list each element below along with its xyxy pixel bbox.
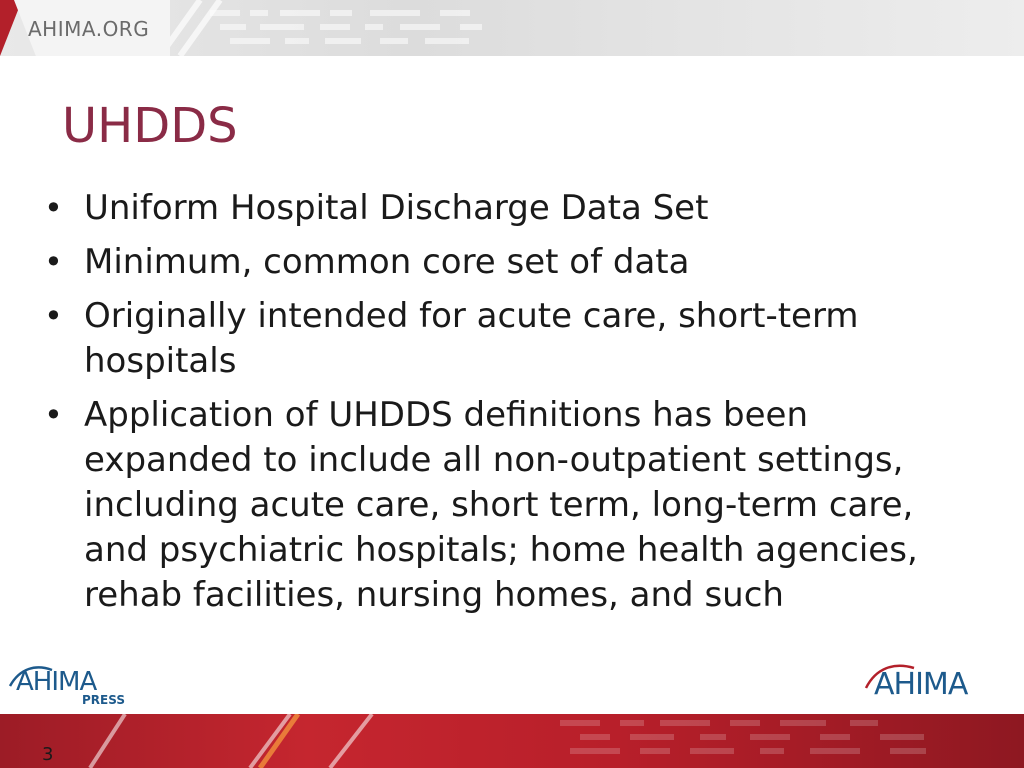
header-band [0,0,1024,56]
ahima-press-logo [6,660,136,710]
footer-band [0,714,1024,768]
bullet-item [42,393,942,618]
slide-number: 3 [42,744,54,765]
bullet-text: Minimum, common core set of data [84,242,690,282]
slide-title: UHDDS [62,98,238,154]
bullet-icon: • [44,189,63,227]
bullet-text: Application of UHDDS definitions has been expanded to include all non-outpatient settings, including acute care, short term, long-term care, and psychiatric hospitals; home health agencies, rehab facilities, nursing homes, and such [84,395,918,615]
bullet-item [42,186,942,231]
bullet-text: Uniform Hospital Discharge Data Set [84,188,709,228]
bullet-list [42,186,942,627]
ahima-logo [862,660,1002,700]
bullet-icon: • [44,297,63,335]
bullet-item [42,240,942,285]
left-logo-subtitle: PRESS [82,693,125,707]
bullet-item [42,294,942,384]
site-label: AHIMA.ORG [28,17,150,41]
footer-pattern [0,714,1024,768]
bullet-text: Originally intended for acute care, short-term hospitals [84,296,859,381]
left-logo-name: AHIMA [16,667,97,697]
bullet-icon: • [44,243,63,281]
right-logo-name: AHIMA [874,667,968,700]
bullet-icon: • [44,396,63,434]
